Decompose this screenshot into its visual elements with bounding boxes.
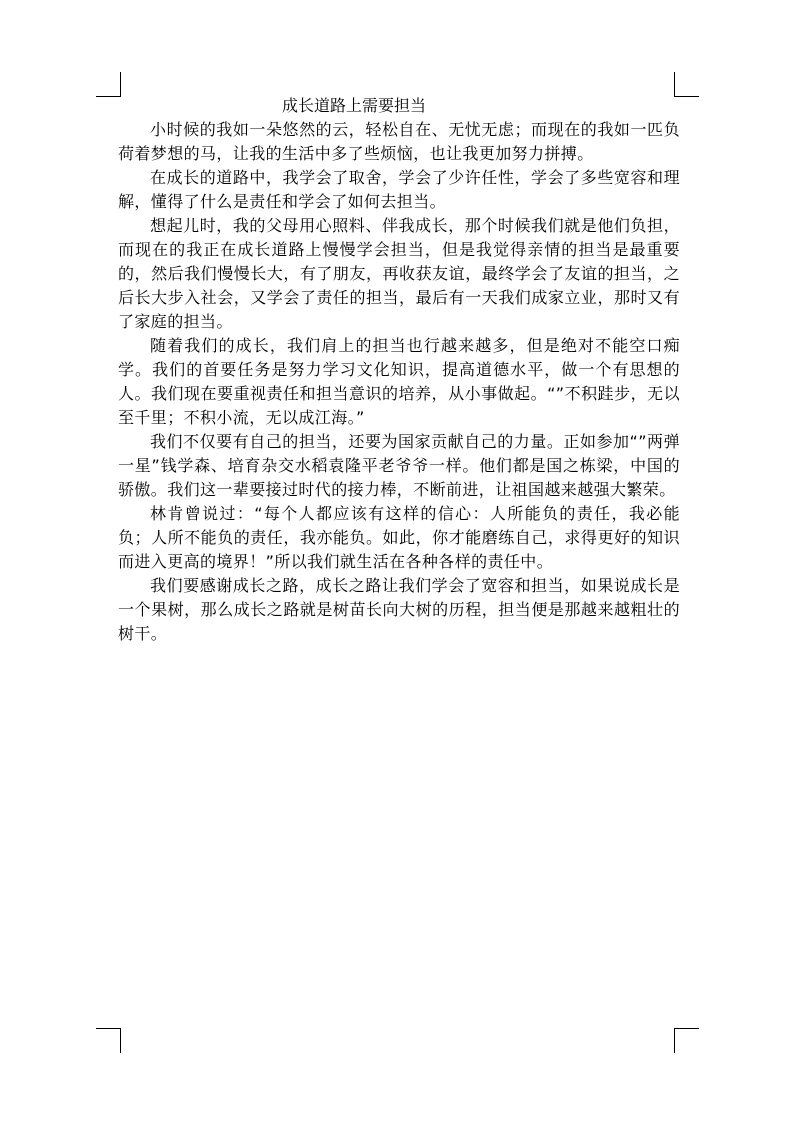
paragraph: 小时候的我如一朵悠然的云，轻松自在、无忧无虑；而现在的我如一匹负荷着梦想的马，让我的生活中多了些烦恼，也让我更加努力拼搏。	[118, 120, 680, 163]
document-title: 成长道路上需要担当	[282, 96, 427, 115]
crop-mark-bottom-left	[96, 1028, 121, 1053]
paragraph: 我们要感谢成长之路，成长之路让我们学会了宽容和担当，如果说成长是一个果树，那么成长之路就是树苗长向大树的历程，担当便是那越来越粗壮的树干。	[118, 576, 680, 643]
paragraph: 林肯曾说过：“每个人都应该有这样的信心：人所能负的责任，我必能负；人所不能负的责任，我亦能负。如此，你才能磨练自己，求得更好的知识而进入更高的境界！”所以我们就生活在各种各样的责任中。	[118, 504, 680, 571]
page-content	[118, 94, 680, 646]
paragraph: 随着我们的成长，我们肩上的担当也行越来越多，但是绝对不能空口痴学。我们的首要任务是努力学习文化知识，提高道德水平，做一个有思想的人。我们现在要重视责任和担当意识的培养，从小事做起。“”不积跬步，无以至千里；不积小流，无以成江海。”	[118, 336, 680, 427]
paragraph: 想起儿时，我的父母用心照料、伴我成长，那个时候我们就是他们负担，而现在的我正在成长道路上慢慢学会担当，但是我觉得亲情的担当是最重要的，然后我们慢慢长大，有了朋友，再收获友谊，最终学会了友谊的担当，之后长大步入社会，又学会了责任的担当，最后有一天我们成家立业，那时又有了家庭的担当。	[118, 216, 680, 331]
paragraph: 我们不仅要有自己的担当，还要为国家贡献自己的力量。正如参加“”两弹一星”钱学森、培育杂交水稻袁隆平老爷爷一样。他们都是国之栋梁，中国的骄傲。我们这一辈要接过时代的接力棒，不断前进，让祖国越来越强大繁荣。	[118, 432, 680, 499]
paragraph: 在成长的道路中，我学会了取舍，学会了少许任性，学会了多些宽容和理解，懂得了什么是责任和学会了如何去担当。	[118, 168, 680, 211]
crop-mark-bottom-right	[674, 1028, 699, 1053]
